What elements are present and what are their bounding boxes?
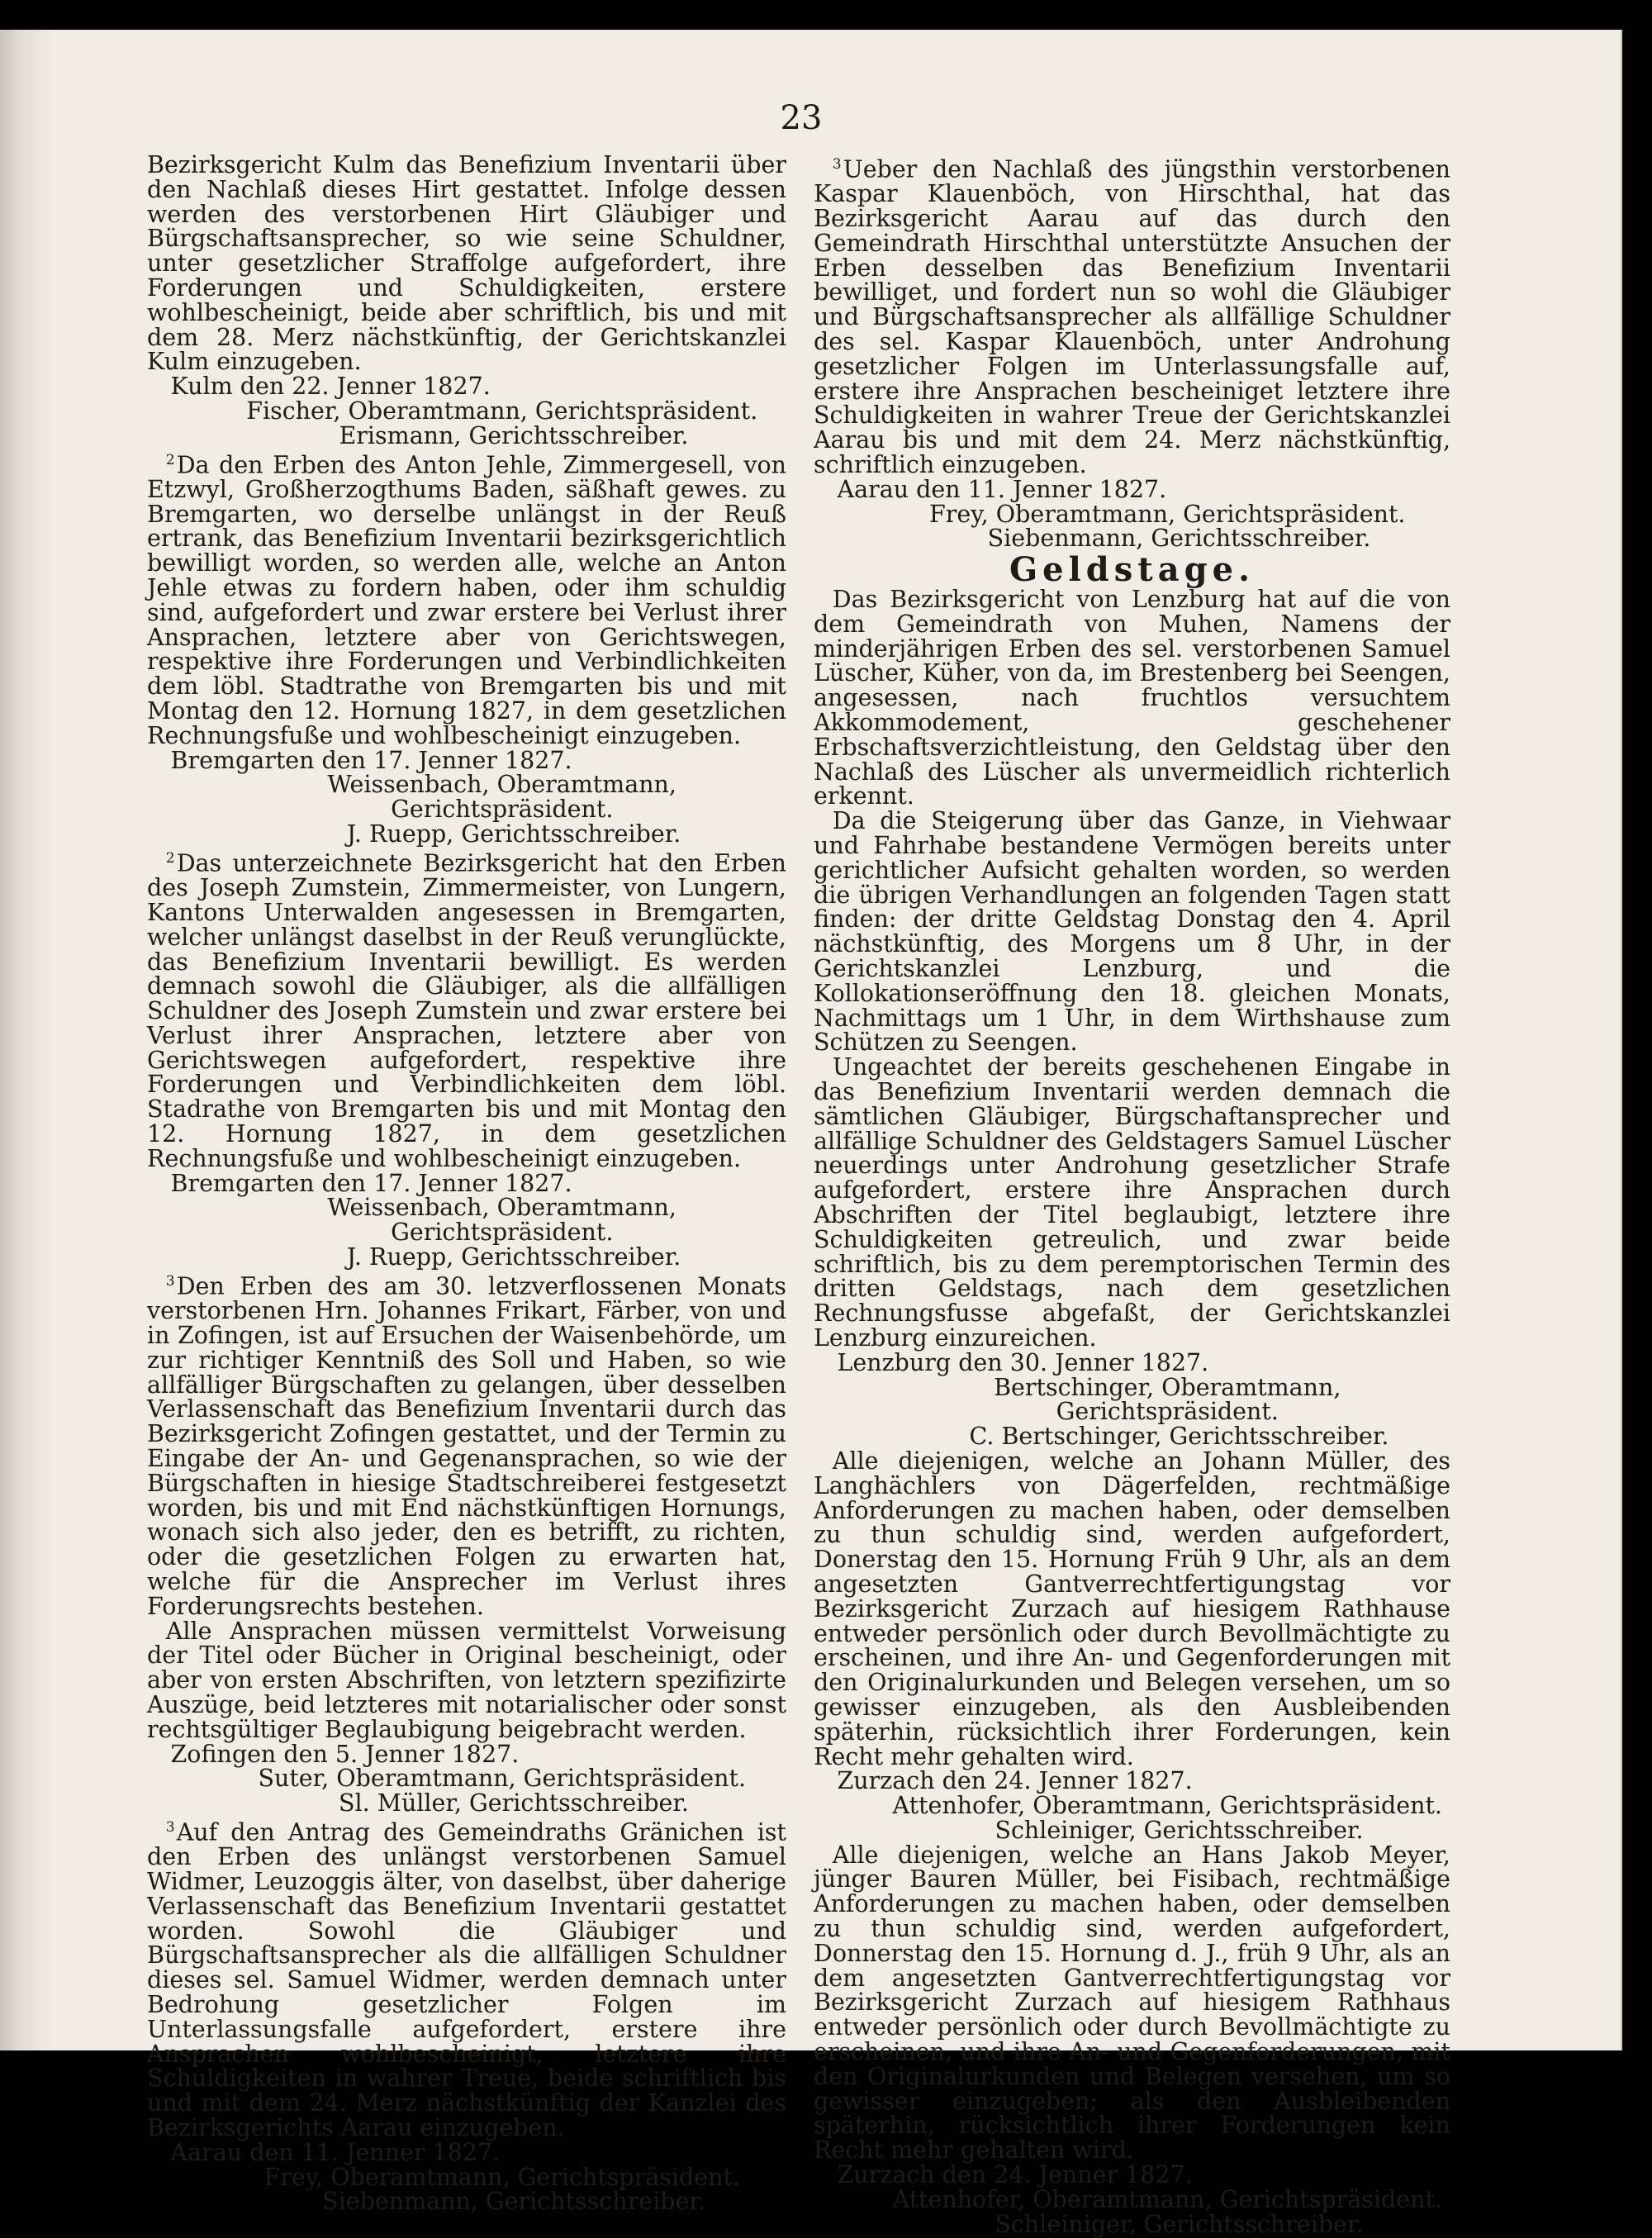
signature-official: Weissenbach, Oberamtmann, Gerichtspräsident. <box>327 1194 676 1247</box>
page-number: 23 <box>780 99 823 137</box>
notice-text: Das Bezirksgericht von Lenzburg hat auf die von dem Gemeindrath von Muhen, Namens der minderjährigen Erben des sel. verstorbenen Samuel Lüscher, Küher, von da, im Brestenberg bei Seengen, angesessen, nach fruchtlos versuchtem Akkommodement, geschehener Erbschaftsverzichtleistung, den Geldstag über den Nachlaß des Lüscher als unvermeidlich richterlich erkennt. <box>814 586 1450 810</box>
signature-official: Frey, Oberamtmann, Gerichtspräsident. <box>929 500 1406 528</box>
notice-paragraph <box>147 847 786 1171</box>
signature-clerk: C. Bertschinger, Gerichtsschreiber. <box>969 1423 1389 1451</box>
left-column <box>147 153 786 2214</box>
signature-official: Attenhofer, Oberamtmann, Gerichtspräsident. <box>892 1792 1442 1820</box>
signature-official: Frey, Oberamtmann, Gerichtspräsident. <box>263 2163 740 2191</box>
section-heading: Geldstage. <box>1009 550 1256 590</box>
signature-clerk: Siebenmann, Gerichtsschreiber. <box>987 525 1371 553</box>
signature-clerk: Schleiniger, Gerichtsschreiber. <box>995 2210 1364 2238</box>
dateline: Aarau den 11. Jenner 1827. <box>170 2138 501 2166</box>
notice-text: Den Erben des am 30. letzverflossenen Monats verstorbenen Hrn. Johannes Frikart, Färber, von und in Zofingen, ist auf Ersuchen der Waisenbehörde, um zur richtiger Kenntniß des Soll und Haben, so wie allfälliger Bürgschaften zu gelangen, über desselben Verlassenschaft das Benefizium Inventarii durch das Bezirksgericht Zofingen gestattet, und der Termin zu Eingabe der An- und Gegenansprachen, so wie der Bürgschaften in hiesige Stadtschreiberei festgesetzt worden, bis und mit End nächstkünftigen Hornungs, wonach sich also jeder, den es betrifft, zu richten, oder die gesetzlichen Folgen zu erwarten hat, welche für die Ansprecher im Verlust ihres Forderungsrechts bestehen. <box>147 1272 786 1620</box>
notice-mark: 3 <box>832 156 842 173</box>
dateline: Zofingen den 5. Jenner 1827. <box>170 1740 520 1768</box>
notice-text: Da die Steigerung über das Ganze, in Viehwaar und Fahrhabe bestandene Vermögen bereits unter gerichtlicher Aufsicht gehalten worden, so werden die übrigen Verhandlungen an folgenden Tagen statt finden: der dritte Geldstag Donstag den 4. April nächstkünftig, des Morgens um 8 Uhr, in der Gerichtskanzlei Lenzburg, und die Kollokationseröffnung den 18. gleichen Monats, Nachmittags um 1 Uhr, in dem Wirthshause zum Schützen zu Seengen. <box>814 807 1450 1057</box>
notice-paragraph <box>814 153 1450 478</box>
notice-mark: 2 <box>165 849 175 867</box>
signature-clerk: J. Ruepp, Gerichtsschreiber. <box>346 820 681 848</box>
notice-mark: 2 <box>165 451 175 468</box>
notice-paragraph <box>147 1816 786 2141</box>
signature-official: Fischer, Oberamtmann, Gerichtspräsident. <box>246 397 758 425</box>
notice-text: Ueber den Nachlaß des jüngsthin verstorbenen Kaspar Klauenböch, von Hirschthal, hat das Bezirksgericht Aarau auf das durch den Gemeindrath Hirschthal unterstützte Ansuchen der Erben desselben das Benefizium Inventarii bewilliget, und fordert nun so wohl die Gläubiger und Bürgschaftsansprecher als allfällige Schuldner des sel. Kaspar Klauenböch, unter Androhung gesetzlicher Folgen im Unterlassungsfalle auf, erstere ihre Ansprachen bescheiniget letztere ihre Schuldigkeiten in wahrer Treue der Gerichtskanzlei Aarau bis und mit dem 24. Merz nächstkünftig, schriftlich einzugeben. <box>814 155 1450 479</box>
signature-clerk: Siebenmann, Gerichtsschreiber. <box>322 2188 705 2216</box>
notice-paragraph <box>814 587 1450 809</box>
signature-official: Weissenbach, Oberamtmann, Gerichtspräsident. <box>327 771 676 824</box>
signature-official: Attenhofer, Oberamtmann, Gerichtspräsident. <box>892 2185 1442 2213</box>
page-fold-shadow <box>0 30 50 2050</box>
notice-text: Alle diejenigen, welche an Hans Jakob Meyer, jünger Bauren Müller, bei Fisibach, rechtmäßige Anforderungen zu machen haben, oder demselben zu thun schuldig sind, werden aufgefordert, Donnerstag den 15. Hornung d. J., früh 9 Uhr, als an dem angesetzten Gantverrechtfertigungstag vor Bezirksgericht Zurzach auf hiesigem Rathhaus entweder persönlich oder durch Bevollmächtigte zu erscheinen, und ihre An- und Gegenforderungen, mit den Originalurkunden und Belegen versehen, um so gewisser einzugeben; als den Ausbleibenden späterhin, rücksichtlich ihrer Forderungen kein Recht mehr gehalten wird. <box>814 1841 1450 2164</box>
dateline: Kulm den 22. Jenner 1827. <box>170 373 491 401</box>
dateline: Zurzach den 24. Jenner 1827. <box>837 1767 1193 1795</box>
notice-text: Das unterzeichnete Bezirksgericht hat den Erben des Joseph Zumstein, Zimmermeister, von Lungern, Kantons Unterwalden angesessen in Bremgarten, welcher unlängst daselbst in der Reuß verunglückte, das Benefizium Inventarii bewilligt. Es werden demnach sowohl die Gläubiger, als die allfälligen Schuldner des Joseph Zumstein und zwar erstere bei Verlust ihrer Ansprachen, letztere aber von Gerichtswegen aufgefordert, respektive ihre Forderungen und Verbindlichkeiten dem löbl. Stadrathe von Bremgarten bis und mit Montag den 12. Hornung 1827, in dem gesetzlichen Rechnungsfuße und wohlbescheinigt einzugeben. <box>147 849 786 1172</box>
signature-clerk: J. Ruepp, Gerichtsschreiber. <box>346 1243 681 1271</box>
notice-paragraph <box>814 1055 1450 1351</box>
notice-mark: 3 <box>165 1272 175 1290</box>
notice-text: Alle diejenigen, welche an Johann Müller, des Langhächlers von Dägerfelden, rechtmäßige Anforderungen zu machen haben, oder demselben zu thun schuldig sind, werden aufgefordert, Donerstag den 15. Hornung Früh 9 Uhr, als an dem angesetzten Gantverrechtfertigungstag vor Bezirksgericht Zurzach auf hiesigem Rathhause entweder persönlich oder durch Bevollmächtigte zu erscheinen, und ihre An- und Gegenforderungen mit den Originalurkunden und Belegen versehen, um so gewisser einzugeben, als den Ausbleibenden späterhin, rücksichtlich ihrer Forderungen, kein Recht mehr gehalten wird. <box>814 1447 1450 1770</box>
notice-paragraph <box>814 809 1450 1055</box>
dateline: Bremgarten den 17. Jenner 1827. <box>170 1169 572 1197</box>
signature-clerk: Sl. Müller, Gerichtsschreiber. <box>339 1789 689 1817</box>
notice-paragraph <box>147 1619 786 1742</box>
notice-text: Ungeachtet der bereits geschehenen Eingabe in das Benefizium Inventarii werden demnach die sämtlichen Gläubiger, Bürgschaftansprecher und allfällige Schuldner des Geldstagers Samuel Lüscher neuerdings unter Androhung gesetzlicher Strafe aufgefordert, erstere ihre Ansprachen durch Abschriften der Titel beglaubigt, letztere ihre Schuldigkeiten getreulich, und zwar beide schriftlich, bis zu dem peremptorischen Termin des dritten Geldstags, nach dem gesetzlichen Rechnungsfusse abgefaßt, der Gerichtskanzlei Lenzburg einzureichen. <box>814 1053 1450 1352</box>
signature-official: Suter, Oberamtmann, Gerichtspräsident. <box>258 1765 747 1793</box>
right-column <box>814 153 1450 2236</box>
dateline: Aarau den 11. Jenner 1827. <box>837 475 1167 503</box>
signature-official: Bertschinger, Oberamtmann, Gerichtspräsident. <box>994 1373 1341 1426</box>
signature-clerk: Erismann, Gerichtsschreiber. <box>339 421 689 449</box>
notice-paragraph <box>147 1270 786 1619</box>
dateline: Zurzach den 24. Jenner 1827. <box>837 2161 1193 2189</box>
dateline: Lenzburg den 30. Jenner 1827. <box>837 1348 1209 1376</box>
notice-text: Da den Erben des Anton Jehle, Zimmergesell, von Etzwyl, Großherzogthums Baden, säßhaft gewes. zu Bremgarten, wo derselbe unlängst in der Reuß ertrank, das Benefizium Inventarii bezirksgerichtlich bewilligt worden, so werden alle, welche an Anton Jehle etwas zu fordern haben, oder ihm schuldig sind, aufgefordert und zwar erstere bei Verlust ihrer Ansprachen, letztere aber von Gerichtswegen, respektive ihre Forderungen und Verbindlichkeiten dem löbl. Stadtrathe von Bremgarten bis und mit Montag den 12. Hornung 1827, in dem gesetzlichen Rechnungsfuße und wohlbescheinigt einzugeben. <box>147 451 786 749</box>
notice-paragraph <box>814 1843 1450 2163</box>
signature-clerk: Schleiniger, Gerichtsschreiber. <box>995 1816 1364 1844</box>
notice-text: Auf den Antrag des Gemeindraths Gränichen ist den Erben des unlängst verstorbenen Samuel Widmer, Leuzoggis älter, von daselbst, über daherige Verlassenschaft das Benefizium Inventarii gestattet worden. Sowohl die Gläubiger und Bürgschaftsansprecher als die allfälligen Schuldner dieses sel. Samuel Widmer, werden demnach unter Bedrohung gesetzlicher Folgen im Unterlassungsfalle aufgefordert, erstere ihre Ansprachen wohlbescheinigt, letztere ihre Schuldigkeiten in wahrer Treue, beide schriftlich bis und mit dem 24. Merz nächstkünftig der Kanzlei des Bezirksgerichts Aarau einzugeben. <box>147 1818 786 2141</box>
notice-paragraph <box>147 449 786 748</box>
notice-paragraph <box>814 1449 1450 1769</box>
notice-mark: 3 <box>165 1818 175 1836</box>
notice-text: Alle Ansprachen müssen vermittelst Vorweisung der Titel oder Bücher in Original bescheinigt, oder aber von ersten Abschriften, von letztern spezifizirte Auszüge, beid letzteres mit notarialischer oder sonst rechtsgültiger Beglaubigung beigebracht werden. <box>147 1617 786 1743</box>
text-paragraph: Bezirksgericht Kulm das Benefizium Inventarii über den Nachlaß dieses Hirt gestattet. Infolge dessen werden des verstorbenen Hirt Gläubiger und Bürgschaftsansprecher, so wie seine Schuldner, unter gesetzlicher Straffolge aufgefordert, ihre Forderungen und Schuldigkeiten, erstere wohlbescheinigt, beide aber schriftlich, bis und mit dem 28. Merz nächstkünftig, der Gerichtskanzlei Kulm einzugeben. <box>147 151 786 376</box>
dateline: Bremgarten den 17. Jenner 1827. <box>170 746 572 774</box>
